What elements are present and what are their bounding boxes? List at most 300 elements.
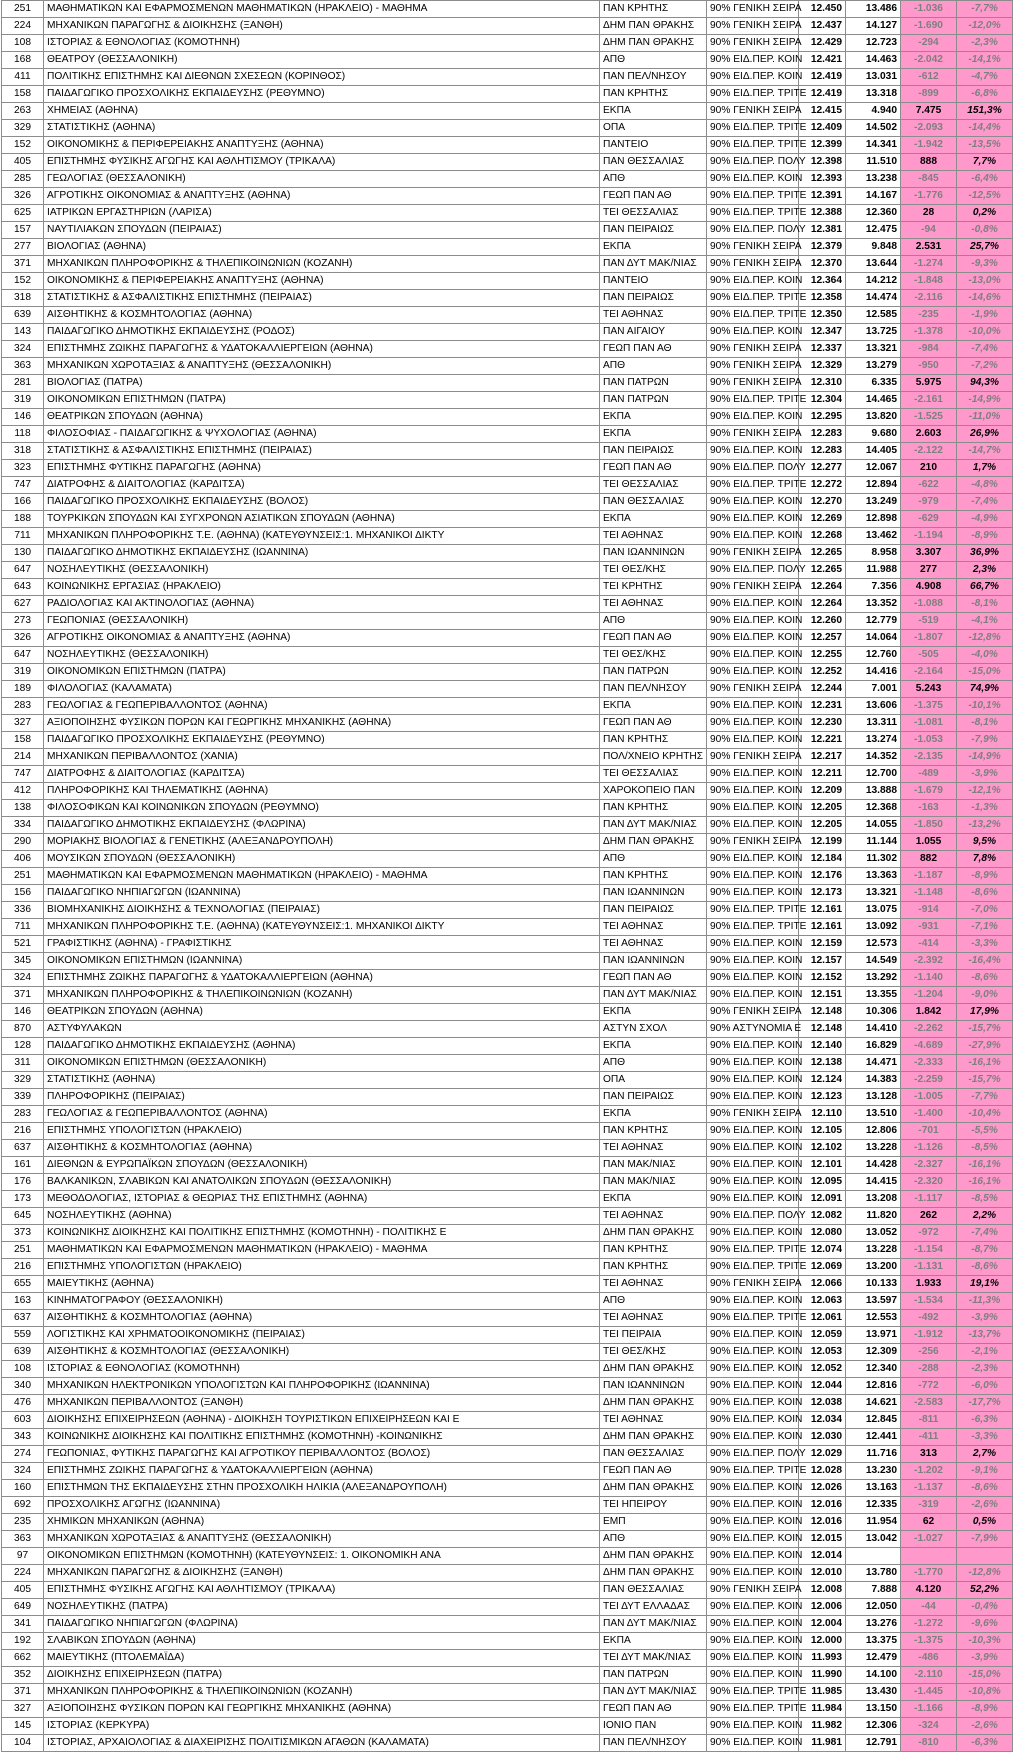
department-cell[interactable]: ΔΙΟΙΚΗΣΗΣ ΕΠΙΧΕΙΡΗΣΕΩΝ (ΑΘΗΝΑ) - ΔΙΟΙΚΗΣΗ ΤΟΥΡΙΣΤΙΚΩΝ ΕΠΙΧΕΙΡΗΣΕΩΝ ΚΑΙ Ε: [44, 1412, 600, 1429]
percent-change-cell[interactable]: -16,4%: [957, 953, 1013, 970]
code-cell[interactable]: 625: [2, 205, 44, 222]
institution-cell[interactable]: ΤΕΙ ΑΘΗΝΑΣ: [600, 1412, 707, 1429]
base-2018-cell[interactable]: 14.212: [846, 273, 901, 290]
base-2019-cell[interactable]: 12.283: [799, 426, 846, 443]
code-cell[interactable]: 637: [2, 1140, 44, 1157]
difference-cell[interactable]: -2.164: [901, 664, 957, 681]
category-cell[interactable]: 90% ΕΙΔ.ΠΕΡ. ΤΡΙΤΕ: [707, 188, 799, 205]
department-cell[interactable]: ΕΠΙΣΤΗΜΗΣ ΦΥΣΙΚΗΣ ΑΓΩΓΗΣ ΚΑΙ ΑΘΛΗΤΙΣΜΟΥ (ΤΡΙΚΑΛΑ): [44, 1582, 600, 1599]
base-2018-cell[interactable]: 13.150: [846, 1701, 901, 1718]
department-cell[interactable]: ΘΕΑΤΡΙΚΩΝ ΣΠΟΥΔΩΝ (ΑΘΗΝΑ): [44, 409, 600, 426]
base-2019-cell[interactable]: 12.265: [799, 562, 846, 579]
base-2019-cell[interactable]: 12.004: [799, 1616, 846, 1633]
category-cell[interactable]: 90% ΕΙΔ.ΠΕΡ. ΠΟΛΥ: [707, 1446, 799, 1463]
base-2018-cell[interactable]: 11.954: [846, 1514, 901, 1531]
category-cell[interactable]: 90% ΕΙΔ.ΠΕΡ. ΚΟΙΝ: [707, 630, 799, 647]
category-cell[interactable]: 90% ΕΙΔ.ΠΕΡ. ΤΡΙΤΕ: [707, 1310, 799, 1327]
percent-change-cell[interactable]: -6,3%: [957, 1412, 1013, 1429]
base-2019-cell[interactable]: 12.269: [799, 511, 846, 528]
base-2018-cell[interactable]: 12.760: [846, 647, 901, 664]
percent-change-cell[interactable]: -12,8%: [957, 1565, 1013, 1582]
base-2019-cell[interactable]: 12.304: [799, 392, 846, 409]
base-2019-cell[interactable]: 12.173: [799, 885, 846, 902]
code-cell[interactable]: 251: [2, 1, 44, 18]
department-cell[interactable]: ΝΟΣΗΛΕΥΤΙΚΗΣ (ΑΘΗΝΑ): [44, 1208, 600, 1225]
difference-cell[interactable]: -2.122: [901, 443, 957, 460]
category-cell[interactable]: 90% ΕΙΔ.ΠΕΡ. ΚΟΙΝ: [707, 273, 799, 290]
category-cell[interactable]: 90% ΓΕΝΙΚΗ ΣΕΙΡΑ: [707, 426, 799, 443]
base-2018-cell[interactable]: 13.971: [846, 1327, 901, 1344]
percent-change-cell[interactable]: 19,1%: [957, 1276, 1013, 1293]
category-cell[interactable]: 90% ΓΕΝΙΚΗ ΣΕΙΡΑ: [707, 1276, 799, 1293]
base-2019-cell[interactable]: 12.008: [799, 1582, 846, 1599]
category-cell[interactable]: 90% ΕΙΔ.ΠΕΡ. ΚΟΙΝ: [707, 800, 799, 817]
institution-cell[interactable]: ΠΑΝ ΘΕΣΣΑΛΙΑΣ: [600, 1446, 707, 1463]
percent-change-cell[interactable]: -5,5%: [957, 1123, 1013, 1140]
code-cell[interactable]: 336: [2, 902, 44, 919]
category-cell[interactable]: 90% ΕΙΔ.ΠΕΡ. ΚΟΙΝ: [707, 1225, 799, 1242]
difference-cell[interactable]: -1.378: [901, 324, 957, 341]
code-cell[interactable]: 363: [2, 1531, 44, 1548]
code-cell[interactable]: 343: [2, 1429, 44, 1446]
institution-cell[interactable]: ΠΑΝ ΚΡΗΤΗΣ: [600, 800, 707, 817]
base-2018-cell[interactable]: 16.829: [846, 1038, 901, 1055]
category-cell[interactable]: 90% ΕΙΔ.ΠΕΡ. ΚΟΙΝ: [707, 766, 799, 783]
department-cell[interactable]: ΓΡΑΦΙΣΤΙΚΗΣ (ΑΘΗΝΑ) - ΓΡΑΦΙΣΤΙΚΗΣ: [44, 936, 600, 953]
institution-cell[interactable]: ΔΗΜ ΠΑΝ ΘΡΑΚΗΣ: [600, 1361, 707, 1378]
base-2018-cell[interactable]: 14.405: [846, 443, 901, 460]
department-cell[interactable]: ΒΑΛΚΑΝΙΚΩΝ, ΣΛΑΒΙΚΩΝ ΚΑΙ ΑΝΑΤΟΛΙΚΩΝ ΣΠΟΥΔΩΝ (ΘΕΣΣΑΛΟΝΙΚΗ): [44, 1174, 600, 1191]
base-2019-cell[interactable]: 12.061: [799, 1310, 846, 1327]
institution-cell[interactable]: ΕΚΠΑ: [600, 239, 707, 256]
base-2018-cell[interactable]: 13.163: [846, 1480, 901, 1497]
department-cell[interactable]: ΜΗΧΑΝΙΚΩΝ ΠΛΗΡΟΦΟΡΙΚΗΣ & ΤΗΛΕΠΙΚΟΙΝΩΝΙΩΝ (ΚΟΖΑΝΗ): [44, 256, 600, 273]
code-cell[interactable]: 371: [2, 256, 44, 273]
base-2018-cell[interactable]: 12.479: [846, 1650, 901, 1667]
percent-change-cell[interactable]: -7,4%: [957, 494, 1013, 511]
base-2019-cell[interactable]: 12.350: [799, 307, 846, 324]
percent-change-cell[interactable]: 151,3%: [957, 103, 1013, 120]
institution-cell[interactable]: ΠΑΝ ΠΑΤΡΩΝ: [600, 375, 707, 392]
code-cell[interactable]: 711: [2, 919, 44, 936]
percent-change-cell[interactable]: -4,8%: [957, 477, 1013, 494]
department-cell[interactable]: ΝΑΥΤΙΛΙΑΚΩΝ ΣΠΟΥΔΩΝ (ΠΕΙΡΑΙΑΣ): [44, 222, 600, 239]
percent-change-cell[interactable]: -2,1%: [957, 1344, 1013, 1361]
code-cell[interactable]: 281: [2, 375, 44, 392]
difference-cell[interactable]: 262: [901, 1208, 957, 1225]
percent-change-cell[interactable]: 26,9%: [957, 426, 1013, 443]
difference-cell[interactable]: -1.375: [901, 698, 957, 715]
institution-cell[interactable]: ΕΚΠΑ: [600, 1004, 707, 1021]
base-2018-cell[interactable]: 13.311: [846, 715, 901, 732]
difference-cell[interactable]: -2.116: [901, 290, 957, 307]
code-cell[interactable]: 108: [2, 35, 44, 52]
difference-cell[interactable]: 1.842: [901, 1004, 957, 1021]
department-cell[interactable]: ΟΙΚΟΝΟΜΙΚΩΝ ΕΠΙΣΤΗΜΩΝ (ΙΩΑΝΝΙΝΑ): [44, 953, 600, 970]
base-2019-cell[interactable]: 11.981: [799, 1735, 846, 1752]
code-cell[interactable]: 637: [2, 1310, 44, 1327]
code-cell[interactable]: 371: [2, 1684, 44, 1701]
institution-cell[interactable]: ΤΕΙ ΘΕΣΣΑΛΙΑΣ: [600, 477, 707, 494]
category-cell[interactable]: 90% ΕΙΔ.ΠΕΡ. ΤΡΙΤΕ: [707, 1701, 799, 1718]
category-cell[interactable]: 90% ΕΙΔ.ΠΕΡ. ΚΟΙΝ: [707, 1735, 799, 1752]
category-cell[interactable]: 90% ΕΙΔ.ΠΕΡ. ΚΟΙΝ: [707, 1174, 799, 1191]
department-cell[interactable]: ΕΠΙΣΤΗΜΗΣ ΖΩΙΚΗΣ ΠΑΡΑΓΩΓΗΣ & ΥΔΑΤΟΚΑΛΛΙΕΡΓΕΙΩΝ (ΑΘΗΝΑ): [44, 341, 600, 358]
code-cell[interactable]: 647: [2, 647, 44, 664]
department-cell[interactable]: ΟΙΚΟΝΟΜΙΚΩΝ ΕΠΙΣΤΗΜΩΝ (ΚΟΜΟΤΗΝΗ) (ΚΑΤΕΥΘΥΝΣΕΙΣ: 1. ΟΙΚΟΝΟΜΙΚΗ ΑΝΑ: [44, 1548, 600, 1565]
base-2018-cell[interactable]: 14.341: [846, 137, 901, 154]
percent-change-cell[interactable]: -7,0%: [957, 902, 1013, 919]
percent-change-cell[interactable]: -3,9%: [957, 766, 1013, 783]
percent-change-cell[interactable]: -14,9%: [957, 392, 1013, 409]
code-cell[interactable]: 521: [2, 936, 44, 953]
base-2018-cell[interactable]: 12.791: [846, 1735, 901, 1752]
department-cell[interactable]: ΓΕΩΠΟΝΙΑΣ (ΘΕΣΣΑΛΟΝΙΚΗ): [44, 613, 600, 630]
percent-change-cell[interactable]: -1,9%: [957, 307, 1013, 324]
difference-cell[interactable]: -505: [901, 647, 957, 664]
difference-cell[interactable]: -94: [901, 222, 957, 239]
institution-cell[interactable]: ΠΑΝ ΙΩΑΝΝΙΝΩΝ: [600, 885, 707, 902]
category-cell[interactable]: 90% ΕΙΔ.ΠΕΡ. ΚΟΙΝ: [707, 885, 799, 902]
institution-cell[interactable]: ΤΕΙ ΑΘΗΝΑΣ: [600, 936, 707, 953]
category-cell[interactable]: 90% ΕΙΔ.ΠΕΡ. ΠΟΛΥ: [707, 460, 799, 477]
department-cell[interactable]: ΠΑΙΔΑΓΩΓΙΚΟ ΠΡΟΣΧΟΛΙΚΗΣ ΕΚΠΑΙΔΕΥΣΗΣ (ΡΕΘΥΜΝΟ): [44, 732, 600, 749]
code-cell[interactable]: 639: [2, 1344, 44, 1361]
base-2018-cell[interactable]: 12.309: [846, 1344, 901, 1361]
code-cell[interactable]: 559: [2, 1327, 44, 1344]
base-2018-cell[interactable]: 14.127: [846, 18, 901, 35]
department-cell[interactable]: ΕΠΙΣΤΗΜΗΣ ΖΩΙΚΗΣ ΠΑΡΑΓΩΓΗΣ & ΥΔΑΤΟΚΑΛΛΙΕΡΓΕΙΩΝ (ΑΘΗΝΑ): [44, 1463, 600, 1480]
percent-change-cell[interactable]: -4,0%: [957, 647, 1013, 664]
percent-change-cell[interactable]: -9,1%: [957, 1463, 1013, 1480]
difference-cell[interactable]: -1.204: [901, 987, 957, 1004]
percent-change-cell[interactable]: -4,1%: [957, 613, 1013, 630]
base-2018-cell[interactable]: 12.700: [846, 766, 901, 783]
base-2019-cell[interactable]: 11.990: [799, 1667, 846, 1684]
category-cell[interactable]: 90% ΕΙΔ.ΠΕΡ. ΚΟΙΝ: [707, 817, 799, 834]
institution-cell[interactable]: ΔΗΜ ΠΑΝ ΘΡΑΚΗΣ: [600, 1395, 707, 1412]
difference-cell[interactable]: -2.259: [901, 1072, 957, 1089]
category-cell[interactable]: 90% ΕΙΔ.ΠΕΡ. ΚΟΙΝ: [707, 698, 799, 715]
code-cell[interactable]: 152: [2, 137, 44, 154]
department-cell[interactable]: ΔΙΟΙΚΗΣΗΣ ΕΠΙΧΕΙΡΗΣΕΩΝ (ΠΑΤΡΑ): [44, 1667, 600, 1684]
percent-change-cell[interactable]: -10,4%: [957, 1106, 1013, 1123]
department-cell[interactable]: ΜΗΧΑΝΙΚΩΝ ΠΛΗΡΟΦΟΡΙΚΗΣ & ΤΗΛΕΠΙΚΟΙΝΩΝΙΩΝ (ΚΟΖΑΝΗ): [44, 1684, 600, 1701]
category-cell[interactable]: 90% ΕΙΔ.ΠΕΡ. ΚΟΙΝ: [707, 1072, 799, 1089]
institution-cell[interactable]: ΙΟΝΙΟ ΠΑΝ: [600, 1718, 707, 1735]
base-2018-cell[interactable]: 13.430: [846, 1684, 901, 1701]
institution-cell[interactable]: ΑΠΘ: [600, 1055, 707, 1072]
percent-change-cell[interactable]: -8,5%: [957, 1140, 1013, 1157]
institution-cell[interactable]: ΓΕΩΠ ΠΑΝ ΑΘ: [600, 1701, 707, 1718]
percent-change-cell[interactable]: -8,9%: [957, 868, 1013, 885]
base-2019-cell[interactable]: 12.030: [799, 1429, 846, 1446]
department-cell[interactable]: ΓΕΩΛΟΓΙΑΣ & ΓΕΩΠΕΡΙΒΑΛΛΟΝΤΟΣ (ΑΘΗΝΑ): [44, 698, 600, 715]
base-2019-cell[interactable]: 12.028: [799, 1463, 846, 1480]
difference-cell[interactable]: -486: [901, 1650, 957, 1667]
base-2018-cell[interactable]: 13.352: [846, 596, 901, 613]
code-cell[interactable]: 662: [2, 1650, 44, 1667]
institution-cell[interactable]: ΤΕΙ ΑΘΗΝΑΣ: [600, 1310, 707, 1327]
base-2018-cell[interactable]: 13.249: [846, 494, 901, 511]
category-cell[interactable]: 90% ΕΙΔ.ΠΕΡ. ΚΟΙΝ: [707, 851, 799, 868]
percent-change-cell[interactable]: -13,7%: [957, 1327, 1013, 1344]
base-2018-cell[interactable]: 14.055: [846, 817, 901, 834]
department-cell[interactable]: ΦΙΛΟΣΟΦΙΑΣ - ΠΑΙΔΑΓΩΓΙΚΗΣ & ΨΥΧΟΛΟΓΙΑΣ (ΑΘΗΝΑ): [44, 426, 600, 443]
institution-cell[interactable]: ΤΕΙ ΘΕΣ/ΚΗΣ: [600, 1344, 707, 1361]
percent-change-cell[interactable]: -15,7%: [957, 1072, 1013, 1089]
percent-change-cell[interactable]: 74,9%: [957, 681, 1013, 698]
percent-change-cell[interactable]: 36,9%: [957, 545, 1013, 562]
institution-cell[interactable]: ΠΑΝ ΙΩΑΝΝΙΝΩΝ: [600, 953, 707, 970]
institution-cell[interactable]: ΤΕΙ ΘΕΣΣΑΛΙΑΣ: [600, 766, 707, 783]
institution-cell[interactable]: ΔΗΜ ΠΑΝ ΘΡΑΚΗΣ: [600, 1565, 707, 1582]
category-cell[interactable]: 90% ΓΕΝΙΚΗ ΣΕΙΡΑ: [707, 239, 799, 256]
base-2018-cell[interactable]: 14.465: [846, 392, 901, 409]
category-cell[interactable]: 90% ΕΙΔ.ΠΕΡ. ΚΟΙΝ: [707, 1378, 799, 1395]
institution-cell[interactable]: ΓΕΩΠ ΠΑΝ ΑΘ: [600, 715, 707, 732]
institution-cell[interactable]: ΑΠΘ: [600, 1293, 707, 1310]
category-cell[interactable]: 90% ΓΕΝΙΚΗ ΣΕΙΡΑ: [707, 1106, 799, 1123]
base-2019-cell[interactable]: 12.337: [799, 341, 846, 358]
base-2018-cell[interactable]: 12.894: [846, 477, 901, 494]
category-cell[interactable]: 90% ΕΙΔ.ΠΕΡ. ΚΟΙΝ: [707, 1140, 799, 1157]
department-cell[interactable]: ΡΑΔΙΟΛΟΓΙΑΣ ΚΑΙ ΑΚΤΙΝΟΛΟΓΙΑΣ (ΑΘΗΝΑ): [44, 596, 600, 613]
code-cell[interactable]: 319: [2, 664, 44, 681]
percent-change-cell[interactable]: -0,4%: [957, 1599, 1013, 1616]
category-cell[interactable]: 90% ΕΙΔ.ΠΕΡ. ΤΡΙΤΕ: [707, 307, 799, 324]
base-2019-cell[interactable]: 12.205: [799, 817, 846, 834]
category-cell[interactable]: 90% ΕΙΔ.ΠΕΡ. ΚΟΙΝ: [707, 52, 799, 69]
difference-cell[interactable]: -2.583: [901, 1395, 957, 1412]
code-cell[interactable]: 311: [2, 1055, 44, 1072]
institution-cell[interactable]: ΠΑΝ ΔΥΤ ΜΑΚ/ΝΙΑΣ: [600, 256, 707, 273]
base-2018-cell[interactable]: 13.321: [846, 341, 901, 358]
difference-cell[interactable]: -1.202: [901, 1463, 957, 1480]
department-cell[interactable]: ΠΡΟΣΧΟΛΙΚΗΣ ΑΓΩΓΗΣ (ΙΩΑΝΝΙΝΑ): [44, 1497, 600, 1514]
base-2018-cell[interactable]: 11.820: [846, 1208, 901, 1225]
base-2019-cell[interactable]: 12.329: [799, 358, 846, 375]
base-2018-cell[interactable]: 11.716: [846, 1446, 901, 1463]
percent-change-cell[interactable]: -14,9%: [957, 749, 1013, 766]
institution-cell[interactable]: ΕΚΠΑ: [600, 409, 707, 426]
percent-change-cell[interactable]: -8,1%: [957, 715, 1013, 732]
department-cell[interactable]: ΠΑΙΔΑΓΩΓΙΚΟ ΔΗΜΟΤΙΚΗΣ ΕΚΠΑΙΔΕΥΣΗΣ (ΡΟΔΟΣ): [44, 324, 600, 341]
institution-cell[interactable]: ΠΑΝ ΚΡΗΤΗΣ: [600, 868, 707, 885]
department-cell[interactable]: ΘΕΑΤΡΙΚΩΝ ΣΠΟΥΔΩΝ (ΑΘΗΝΑ): [44, 1004, 600, 1021]
department-cell[interactable]: ΠΑΙΔΑΓΩΓΙΚΟ ΔΗΜΟΤΙΚΗΣ ΕΚΠΑΙΔΕΥΣΗΣ (ΑΘΗΝΑ): [44, 1038, 600, 1055]
code-cell[interactable]: 327: [2, 1701, 44, 1718]
code-cell[interactable]: 274: [2, 1446, 44, 1463]
base-2018-cell[interactable]: 13.644: [846, 256, 901, 273]
difference-cell[interactable]: -256: [901, 1344, 957, 1361]
code-cell[interactable]: 283: [2, 1106, 44, 1123]
base-2019-cell[interactable]: 12.015: [799, 1531, 846, 1548]
category-cell[interactable]: 90% ΕΙΔ.ΠΕΡ. ΚΟΙΝ: [707, 1293, 799, 1310]
percent-change-cell[interactable]: -10,8%: [957, 1684, 1013, 1701]
difference-cell[interactable]: -1.400: [901, 1106, 957, 1123]
institution-cell[interactable]: ΠΑΝ ΜΑΚ/ΝΙΑΣ: [600, 1157, 707, 1174]
base-2019-cell[interactable]: 12.176: [799, 868, 846, 885]
department-cell[interactable]: ΝΟΣΗΛΕΥΤΙΚΗΣ (ΠΑΤΡΑ): [44, 1599, 600, 1616]
institution-cell[interactable]: ΓΕΩΠ ΠΑΝ ΑΘ: [600, 341, 707, 358]
difference-cell[interactable]: 2.603: [901, 426, 957, 443]
department-cell[interactable]: ΜΑΘΗΜΑΤΙΚΩΝ ΚΑΙ ΕΦΑΡΜΟΣΜΕΝΩΝ ΜΑΘΗΜΑΤΙΚΩΝ (ΗΡΑΚΛΕΙΟ) - ΜΑΘΗΜΑ: [44, 868, 600, 885]
percent-change-cell[interactable]: -0,8%: [957, 222, 1013, 239]
base-2019-cell[interactable]: 12.419: [799, 86, 846, 103]
institution-cell[interactable]: ΠΑΝ ΔΥΤ ΜΑΚ/ΝΙΑΣ: [600, 1684, 707, 1701]
difference-cell[interactable]: -1.053: [901, 732, 957, 749]
base-2019-cell[interactable]: 12.415: [799, 103, 846, 120]
code-cell[interactable]: 146: [2, 409, 44, 426]
department-cell[interactable]: ΜΗΧΑΝΙΚΩΝ ΠΕΡΙΒΑΛΛΟΝΤΟΣ (ΞΑΝΘΗ): [44, 1395, 600, 1412]
percent-change-cell[interactable]: -4,9%: [957, 511, 1013, 528]
department-cell[interactable]: ΟΙΚΟΝΟΜΙΚΩΝ ΕΠΙΣΤΗΜΩΝ (ΘΕΣΣΑΛΟΝΙΚΗ): [44, 1055, 600, 1072]
category-cell[interactable]: 90% ΕΙΔ.ΠΕΡ. ΤΡΙΤΕ: [707, 477, 799, 494]
percent-change-cell[interactable]: -15,0%: [957, 664, 1013, 681]
difference-cell[interactable]: -701: [901, 1123, 957, 1140]
difference-cell[interactable]: -1.088: [901, 596, 957, 613]
base-2018-cell[interactable]: 12.368: [846, 800, 901, 817]
category-cell[interactable]: 90% ΕΙΔ.ΠΕΡ. ΤΡΙΤΕ: [707, 902, 799, 919]
base-2018-cell[interactable]: 9.848: [846, 239, 901, 256]
institution-cell[interactable]: ΠΑΝ ΠΕΙΡΑΙΩΣ: [600, 902, 707, 919]
base-2018-cell[interactable]: 12.806: [846, 1123, 901, 1140]
institution-cell[interactable]: ΤΕΙ ΘΕΣ/ΚΗΣ: [600, 647, 707, 664]
category-cell[interactable]: 90% ΓΕΝΙΚΗ ΣΕΙΡΑ: [707, 681, 799, 698]
code-cell[interactable]: 176: [2, 1174, 44, 1191]
institution-cell[interactable]: ΠΑΝ ΚΡΗΤΗΣ: [600, 732, 707, 749]
percent-change-cell[interactable]: -2,3%: [957, 1361, 1013, 1378]
base-2019-cell[interactable]: 12.205: [799, 800, 846, 817]
base-2019-cell[interactable]: 12.029: [799, 1446, 846, 1463]
department-cell[interactable]: ΜΕΘΟΔΟΛΟΓΙΑΣ, ΙΣΤΟΡΙΑΣ & ΘΕΩΡΙΑΣ ΤΗΣ ΕΠΙΣΤΗΜΗΣ (ΑΘΗΝΑ): [44, 1191, 600, 1208]
code-cell[interactable]: 363: [2, 358, 44, 375]
department-cell[interactable]: ΑΞΙΟΠΟΙΗΣΗΣ ΦΥΣΙΚΩΝ ΠΟΡΩΝ ΚΑΙ ΓΕΩΡΓΙΚΗΣ ΜΗΧΑΝΙΚΗΣ (ΑΘΗΝΑ): [44, 1701, 600, 1718]
base-2019-cell[interactable]: 12.230: [799, 715, 846, 732]
institution-cell[interactable]: ΑΠΘ: [600, 171, 707, 188]
code-cell[interactable]: 157: [2, 222, 44, 239]
base-2019-cell[interactable]: 12.399: [799, 137, 846, 154]
base-2018-cell[interactable]: 12.723: [846, 35, 901, 52]
code-cell[interactable]: 405: [2, 1582, 44, 1599]
percent-change-cell[interactable]: -7,9%: [957, 1531, 1013, 1548]
department-cell[interactable]: ΠΑΙΔΑΓΩΓΙΚΟ ΠΡΟΣΧΟΛΙΚΗΣ ΕΚΠΑΙΔΕΥΣΗΣ (ΒΟΛΟΣ): [44, 494, 600, 511]
department-cell[interactable]: ΝΟΣΗΛΕΥΤΙΚΗΣ (ΘΕΣΣΑΛΟΝΙΚΗ): [44, 647, 600, 664]
base-2019-cell[interactable]: 12.034: [799, 1412, 846, 1429]
base-2019-cell[interactable]: 12.347: [799, 324, 846, 341]
base-2019-cell[interactable]: 12.095: [799, 1174, 846, 1191]
department-cell[interactable]: ΛΟΓΙΣΤΙΚΗΣ ΚΑΙ ΧΡΗΜΑΤΟΟΙΚΟΝΟΜΙΚΗΣ (ΠΕΙΡΑΙΑΣ): [44, 1327, 600, 1344]
difference-cell[interactable]: 4.908: [901, 579, 957, 596]
base-2018-cell[interactable]: 12.360: [846, 205, 901, 222]
base-2019-cell[interactable]: 12.044: [799, 1378, 846, 1395]
code-cell[interactable]: 277: [2, 239, 44, 256]
department-cell[interactable]: ΧΗΜΕΙΑΣ (ΑΘΗΝΑ): [44, 103, 600, 120]
difference-cell[interactable]: 62: [901, 1514, 957, 1531]
department-cell[interactable]: ΓΕΩΛΟΓΙΑΣ & ΓΕΩΠΕΡΙΒΑΛΛΟΝΤΟΣ (ΑΘΗΝΑ): [44, 1106, 600, 1123]
difference-cell[interactable]: 888: [901, 154, 957, 171]
base-2019-cell[interactable]: 12.393: [799, 171, 846, 188]
percent-change-cell[interactable]: -13,5%: [957, 137, 1013, 154]
percent-change-cell[interactable]: -6,8%: [957, 86, 1013, 103]
base-2019-cell[interactable]: 12.217: [799, 749, 846, 766]
difference-cell[interactable]: -163: [901, 800, 957, 817]
difference-cell[interactable]: -1.375: [901, 1633, 957, 1650]
percent-change-cell[interactable]: -14,4%: [957, 120, 1013, 137]
base-2019-cell[interactable]: 12.053: [799, 1344, 846, 1361]
difference-cell[interactable]: -324: [901, 1718, 957, 1735]
institution-cell[interactable]: ΕΚΠΑ: [600, 1038, 707, 1055]
percent-change-cell[interactable]: -7,4%: [957, 1225, 1013, 1242]
percent-change-cell[interactable]: -2,6%: [957, 1718, 1013, 1735]
base-2019-cell[interactable]: 12.161: [799, 919, 846, 936]
category-cell[interactable]: 90% ΕΙΔ.ΠΕΡ. ΤΡΙΤΕ: [707, 919, 799, 936]
difference-cell[interactable]: -2.262: [901, 1021, 957, 1038]
department-cell[interactable]: ΙΣΤΟΡΙΑΣ & ΕΘΝΟΛΟΓΙΑΣ (ΚΟΜΟΤΗΝΗ): [44, 35, 600, 52]
category-cell[interactable]: 90% ΓΕΝΙΚΗ ΣΕΙΡΑ: [707, 545, 799, 562]
base-2018-cell[interactable]: 12.067: [846, 460, 901, 477]
code-cell[interactable]: 146: [2, 1004, 44, 1021]
category-cell[interactable]: 90% ΕΙΔ.ΠΕΡ. ΚΟΙΝ: [707, 494, 799, 511]
base-2019-cell[interactable]: 12.148: [799, 1021, 846, 1038]
base-2019-cell[interactable]: 12.066: [799, 1276, 846, 1293]
base-2018-cell[interactable]: 12.306: [846, 1718, 901, 1735]
department-cell[interactable]: ΠΑΙΔΑΓΩΓΙΚΟ ΔΗΜΟΤΙΚΗΣ ΕΚΠΑΙΔΕΥΣΗΣ (ΙΩΑΝΝΙΝΑ): [44, 545, 600, 562]
department-cell[interactable]: ΒΙΟΜΗΧΑΝΙΚΗΣ ΔΙΟΙΚΗΣΗΣ & ΤΕΧΝΟΛΟΓΙΑΣ (ΠΕΙΡΑΙΑΣ): [44, 902, 600, 919]
category-cell[interactable]: 90% ΕΙΔ.ΠΕΡ. ΚΟΙΝ: [707, 987, 799, 1004]
code-cell[interactable]: 138: [2, 800, 44, 817]
base-2019-cell[interactable]: 12.123: [799, 1089, 846, 1106]
base-2019-cell[interactable]: 12.026: [799, 1480, 846, 1497]
department-cell[interactable]: ΚΟΙΝΩΝΙΚΗΣ ΕΡΓΑΣΙΑΣ (ΗΡΑΚΛΕΙΟ): [44, 579, 600, 596]
percent-change-cell[interactable]: 9,5%: [957, 834, 1013, 851]
institution-cell[interactable]: ΤΕΙ ΔΥΤ ΜΑΚ/ΝΙΑΣ: [600, 1650, 707, 1667]
category-cell[interactable]: 90% ΕΙΔ.ΠΕΡ. ΚΟΙΝ: [707, 1514, 799, 1531]
code-cell[interactable]: 192: [2, 1633, 44, 1650]
base-2018-cell[interactable]: 13.318: [846, 86, 901, 103]
institution-cell[interactable]: ΑΣΤΥΝ ΣΧΟΛ: [600, 1021, 707, 1038]
institution-cell[interactable]: ΕΚΠΑ: [600, 426, 707, 443]
base-2018-cell[interactable]: 13.274: [846, 732, 901, 749]
percent-change-cell[interactable]: -3,9%: [957, 1650, 1013, 1667]
difference-cell[interactable]: -1.679: [901, 783, 957, 800]
difference-cell[interactable]: -1.005: [901, 1089, 957, 1106]
institution-cell[interactable]: ΠΑΝ ΠΕΛ/ΝΗΣΟΥ: [600, 69, 707, 86]
base-2018-cell[interactable]: 13.128: [846, 1089, 901, 1106]
code-cell[interactable]: 188: [2, 511, 44, 528]
category-cell[interactable]: 90% ΕΙΔ.ΠΕΡ. ΠΟΛΥ: [707, 1208, 799, 1225]
department-cell[interactable]: ΜΟΥΣΙΚΩΝ ΣΠΟΥΔΩΝ (ΘΕΣΣΑΛΟΝΙΚΗ): [44, 851, 600, 868]
code-cell[interactable]: 128: [2, 1038, 44, 1055]
code-cell[interactable]: 405: [2, 154, 44, 171]
department-cell[interactable]: ΕΠΙΣΤΗΜΗΣ ΦΥΤΙΚΗΣ ΠΑΡΑΓΩΓΗΣ (ΑΘΗΝΑ): [44, 460, 600, 477]
institution-cell[interactable]: ΠΑΝ ΠΑΤΡΩΝ: [600, 1667, 707, 1684]
base-2018-cell[interactable]: 14.383: [846, 1072, 901, 1089]
difference-cell[interactable]: -845: [901, 171, 957, 188]
base-2019-cell[interactable]: 12.364: [799, 273, 846, 290]
category-cell[interactable]: 90% ΕΙΔ.ΠΕΡ. ΚΟΙΝ: [707, 596, 799, 613]
base-2019-cell[interactable]: 12.264: [799, 579, 846, 596]
base-2018-cell[interactable]: 14.471: [846, 1055, 901, 1072]
difference-cell[interactable]: -1.770: [901, 1565, 957, 1582]
code-cell[interactable]: 692: [2, 1497, 44, 1514]
base-2018-cell[interactable]: 14.415: [846, 1174, 901, 1191]
base-2018-cell[interactable]: 13.042: [846, 1531, 901, 1548]
difference-cell[interactable]: -984: [901, 341, 957, 358]
category-cell[interactable]: 90% ΓΕΝΙΚΗ ΣΕΙΡΑ: [707, 579, 799, 596]
base-2018-cell[interactable]: 14.621: [846, 1395, 901, 1412]
